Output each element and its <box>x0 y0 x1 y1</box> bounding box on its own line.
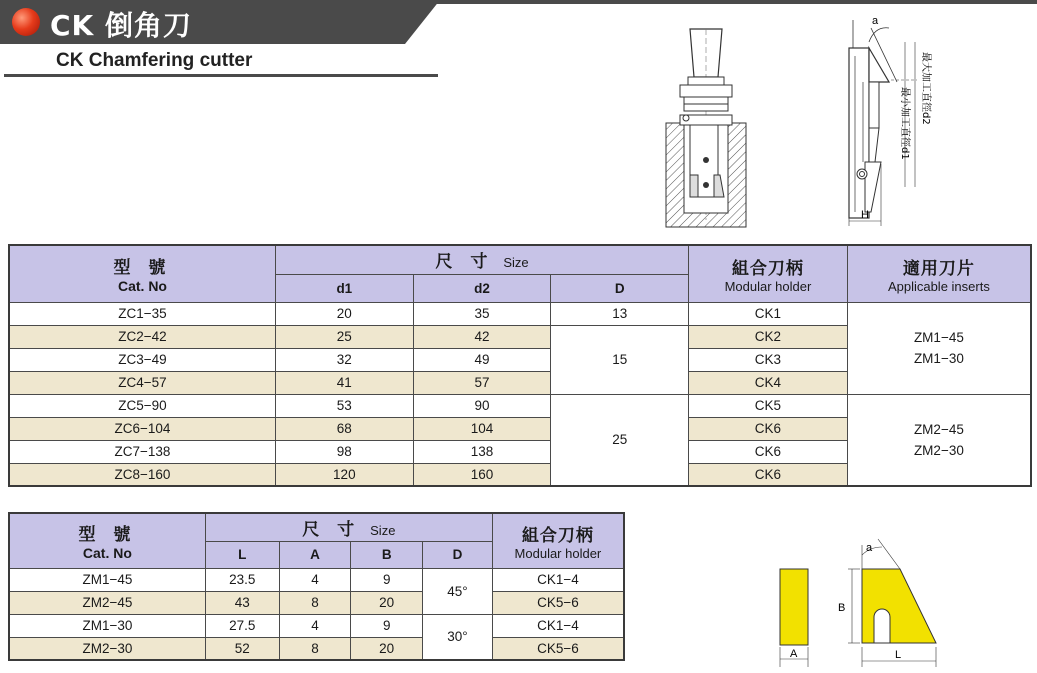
cutter-side-view-drawing <box>835 12 940 232</box>
cell-holder: CK6 <box>689 417 848 440</box>
subtitle-underline <box>4 74 438 77</box>
cell-A: 4 <box>279 568 351 591</box>
cell-holder: CK1 <box>689 302 848 325</box>
cell-inserts: ZM2−45 ZM2−30 <box>847 394 1031 486</box>
cell-L: 52 <box>205 637 279 660</box>
table-row <box>9 591 624 614</box>
table-row <box>9 637 624 660</box>
table-row <box>9 568 624 591</box>
col-header-B: B <box>351 541 423 568</box>
cell-holder: CK2 <box>689 325 848 348</box>
cell-B: 9 <box>351 614 423 637</box>
dim-L-label: L <box>895 649 902 661</box>
cell-cat: ZC2−42 <box>9 325 275 348</box>
cell-d1: 98 <box>275 440 413 463</box>
table-row <box>9 614 624 637</box>
page-title: CK 倒角刀 <box>50 9 192 42</box>
cell-d2: 42 <box>413 325 551 348</box>
col-header-D: D <box>551 274 689 302</box>
cell-holder: CK1−4 <box>492 568 624 591</box>
dim-A-label: A <box>790 648 798 660</box>
cell-cat: ZC3−49 <box>9 348 275 371</box>
dim-H-label: H <box>861 209 869 221</box>
cell-d2: 35 <box>413 302 551 325</box>
cell-d2: 49 <box>413 348 551 371</box>
cell-holder: CK5 <box>689 394 848 417</box>
min-diameter-label: 最小加工直徑d1 <box>899 87 910 160</box>
cell-d1: 41 <box>275 371 413 394</box>
insert-dimension-drawing <box>770 535 950 670</box>
cell-D: 13 <box>551 302 689 325</box>
cell-cat: ZC6−104 <box>9 417 275 440</box>
cell-D: 15 <box>551 325 689 394</box>
cell-d1: 25 <box>275 325 413 348</box>
cell-d2: 90 <box>413 394 551 417</box>
cell-d2: 138 <box>413 440 551 463</box>
col-header-d1: d1 <box>275 274 413 302</box>
cell-holder: CK6 <box>689 463 848 486</box>
cell-d1: 20 <box>275 302 413 325</box>
bullet-icon <box>12 8 40 36</box>
cell-B: 20 <box>351 637 423 660</box>
col-header-holder: 組合刀柄 Modular holder <box>492 513 624 568</box>
cell-cat: ZM2−30 <box>9 637 205 660</box>
table-row <box>9 394 1031 417</box>
angle-a-label: a <box>872 15 879 27</box>
cell-cat: ZM2−45 <box>9 591 205 614</box>
cell-L: 27.5 <box>205 614 279 637</box>
col-header-inserts: 適用刀片 Applicable inserts <box>847 245 1031 302</box>
cell-holder: CK5−6 <box>492 591 624 614</box>
cell-A: 4 <box>279 614 351 637</box>
chamfer-cutter-spec-table <box>8 244 1032 487</box>
cell-L: 43 <box>205 591 279 614</box>
col-header-size: 尺 寸 Size <box>275 245 688 274</box>
cell-holder: CK3 <box>689 348 848 371</box>
col-header-A: A <box>279 541 351 568</box>
cell-cat: ZC5−90 <box>9 394 275 417</box>
cell-L: 23.5 <box>205 568 279 591</box>
header-rule <box>410 0 1037 4</box>
cell-cat: ZM1−30 <box>9 614 205 637</box>
cell-cat: ZC4−57 <box>9 371 275 394</box>
col-header-size: 尺 寸 Size <box>205 513 492 541</box>
col-header-D: D <box>423 541 493 568</box>
cell-cat: ZM1−45 <box>9 568 205 591</box>
table-row <box>9 302 1031 325</box>
cell-B: 9 <box>351 568 423 591</box>
col-header-d2: d2 <box>413 274 551 302</box>
cell-d1: 120 <box>275 463 413 486</box>
cell-d1: 32 <box>275 348 413 371</box>
cell-D: 25 <box>551 394 689 486</box>
cell-d1: 68 <box>275 417 413 440</box>
col-header-L: L <box>205 541 279 568</box>
cell-D: 30° <box>423 614 493 660</box>
dim-B-label: B <box>838 602 846 614</box>
col-header-model: 型 號 Cat. No <box>9 245 275 302</box>
col-header-model: 型 號 Cat. No <box>9 513 205 568</box>
cell-holder: CK5−6 <box>492 637 624 660</box>
cell-A: 8 <box>279 591 351 614</box>
angle-a-label: a <box>866 542 873 554</box>
cell-d2: 160 <box>413 463 551 486</box>
cell-cat: ZC8−160 <box>9 463 275 486</box>
insert-spec-table <box>8 512 625 661</box>
cell-holder: CK4 <box>689 371 848 394</box>
cell-holder: CK1−4 <box>492 614 624 637</box>
cell-B: 20 <box>351 591 423 614</box>
cell-holder: CK6 <box>689 440 848 463</box>
cell-inserts: ZM1−45 ZM1−30 <box>847 302 1031 394</box>
cell-cat: ZC7−138 <box>9 440 275 463</box>
cell-A: 8 <box>279 637 351 660</box>
cell-D: 45° <box>423 568 493 614</box>
cell-d2: 57 <box>413 371 551 394</box>
col-header-holder: 組合刀柄 Modular holder <box>689 245 848 302</box>
cell-cat: ZC1−35 <box>9 302 275 325</box>
cutter-in-bore-drawing <box>660 25 752 230</box>
cell-d2: 104 <box>413 417 551 440</box>
page-subtitle: CK Chamfering cutter <box>56 50 253 71</box>
max-diameter-label: 最大加工直徑d2 <box>920 52 931 125</box>
cell-d1: 53 <box>275 394 413 417</box>
